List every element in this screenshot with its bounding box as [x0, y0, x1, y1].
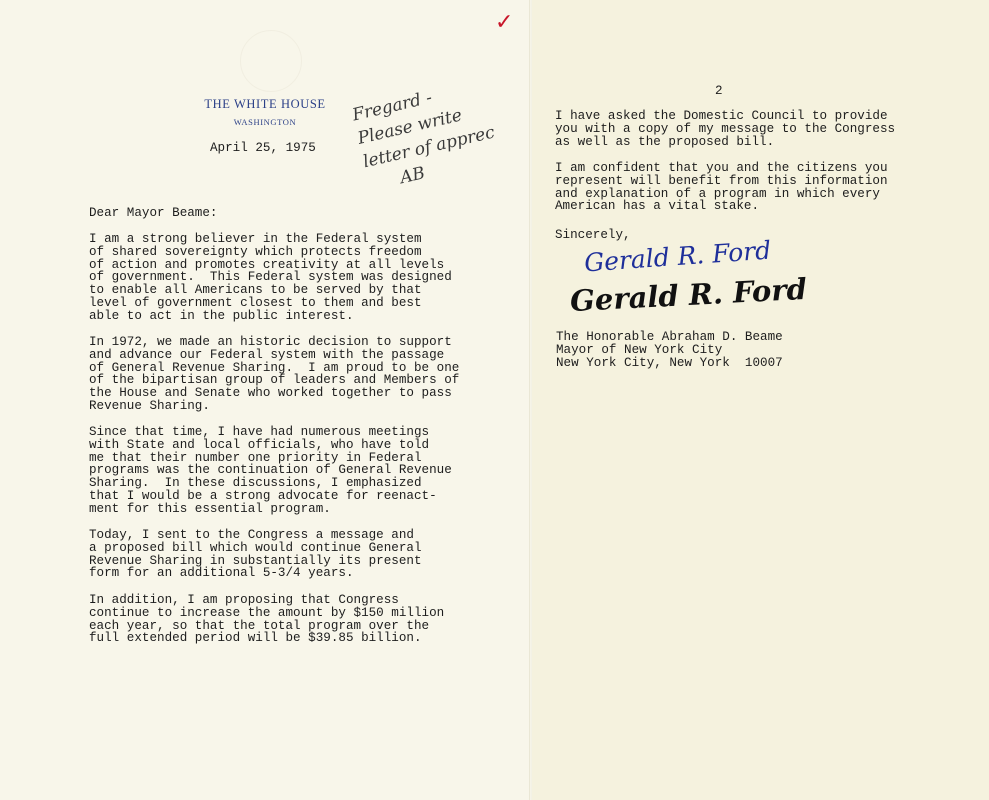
- presidential-seal-emboss: [240, 30, 302, 92]
- signature-black: Gerald R. Ford: [569, 271, 808, 319]
- letterhead-title: THE WHITE HOUSE: [204, 97, 326, 111]
- letterhead-subtitle: WASHINGTON: [233, 117, 297, 127]
- body-paragraph-6: I have asked the Domestic Council to provide you with a copy of my message to the Congress as well as the proposed bill.: [555, 109, 896, 149]
- body-paragraph-5: In addition, I am proposing that Congress continue to increase the amount by $150 million each year, so that the total program over the full extended period will be $39.85 billion.: [89, 593, 445, 646]
- signature-blue: Gerald R. Ford: [583, 235, 773, 278]
- body-paragraph-1: I am a strong believer in the Federal system of shared sovereignty which protects freedom of action and promotes creativity at all levels of government. This Federal system was designed to enable all Americans to be served by that level of government closest to them and best able to act in the public interest.: [89, 232, 452, 323]
- closing: Sincerely,: [555, 228, 631, 242]
- recipient-address: The Honorable Abraham D. Beame Mayor of New York City New York City, New York 10007: [556, 330, 783, 370]
- salutation: Dear Mayor Beame:: [89, 206, 218, 220]
- letter-date: April 25, 1975: [210, 141, 316, 155]
- handwritten-note: Fregard - Please write letter of apprec AB: [350, 87, 497, 196]
- body-paragraph-2: In 1972, we made an historic decision to support and advance our Federal system with the passage of General Revenue Sharing. I am proud to be one of the bipartisan group of leaders and Members of the House and Senate who worked together to pass Revenue Sharing.: [89, 335, 460, 413]
- check-mark-icon: ✓: [495, 10, 514, 35]
- letterhead: [190, 97, 340, 127]
- body-paragraph-7: I am confident that you and the citizens you represent will benefit from this information and explanation of a program in which every American has a vital stake.: [555, 161, 888, 214]
- body-paragraph-4: Today, I sent to the Congress a message and a proposed bill which would continue General Revenue Sharing in substantially its present form for an additional 5-3/4 years.: [89, 528, 422, 581]
- page-number: 2: [715, 84, 723, 98]
- body-paragraph-3: Since that time, I have had numerous meetings with State and local officials, who have told me that their number one priority in Federal programs was the continuation of General Revenue Sharing. In these discussions, I emphasized that I would be a strong advocate for reenact- ment for this essential program.: [89, 425, 452, 516]
- letter-page-2: [532, 0, 989, 800]
